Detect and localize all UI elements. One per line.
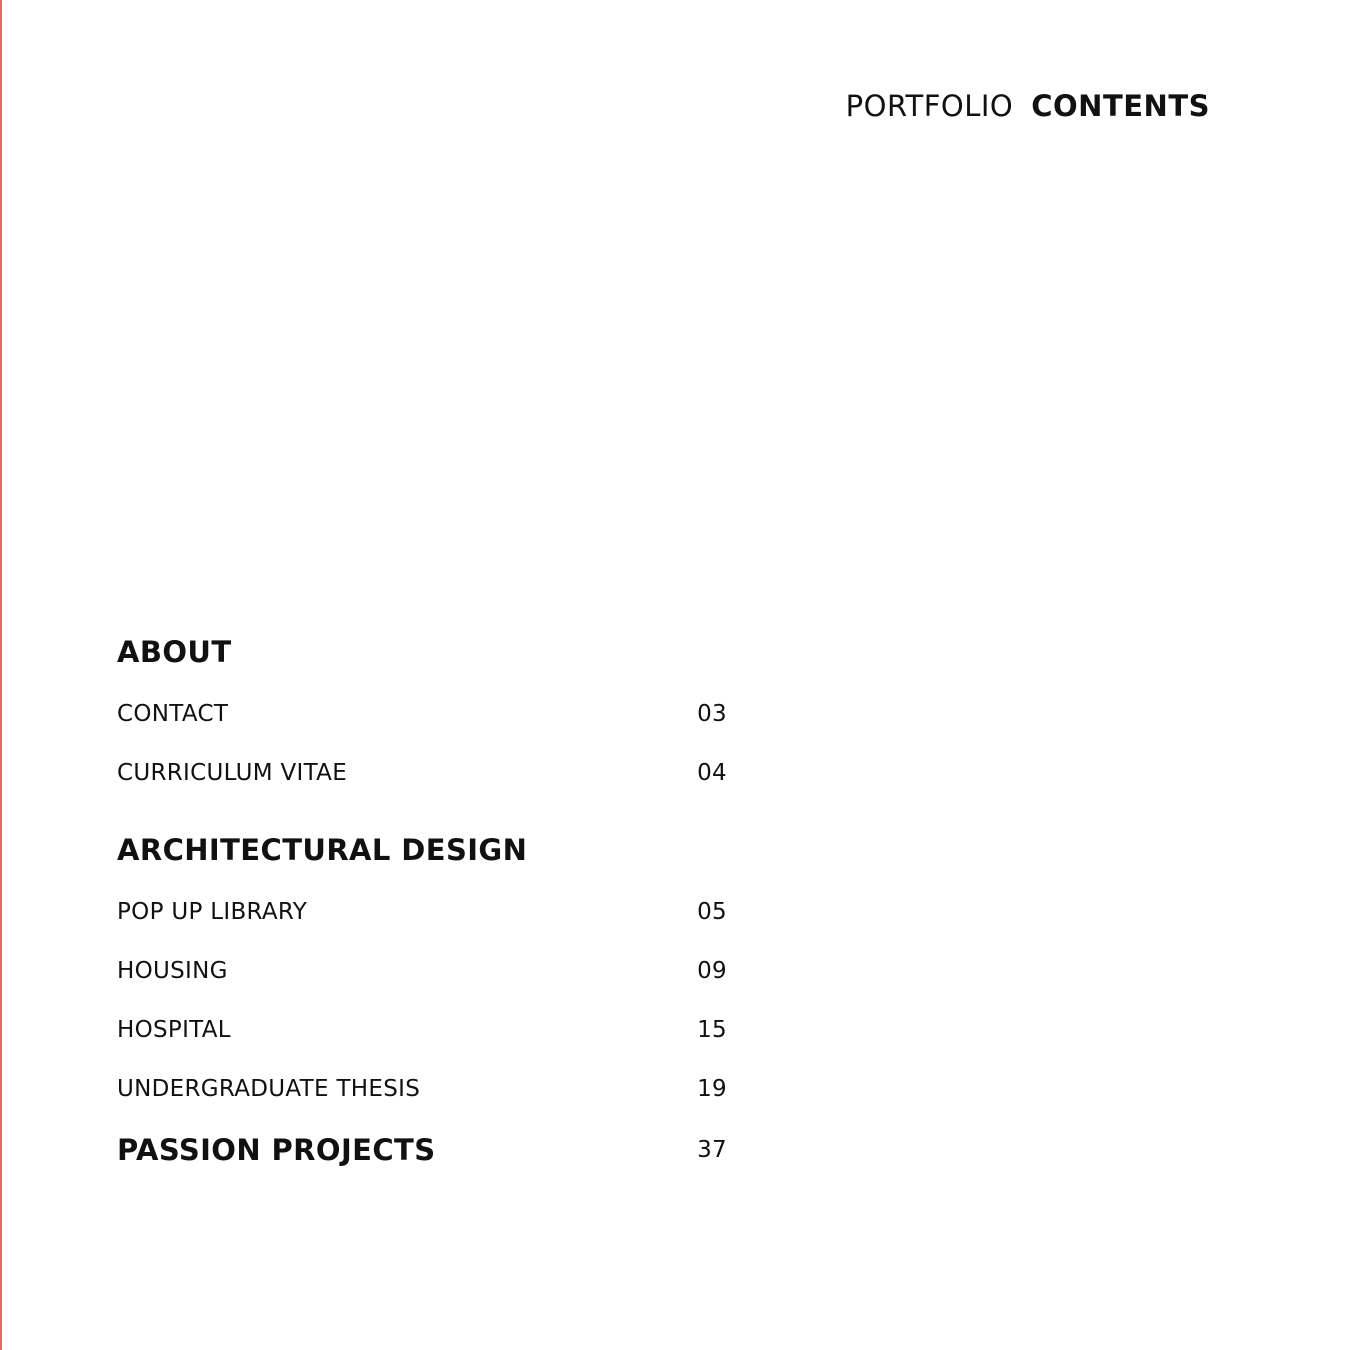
toc-entry-undergraduate-thesis[interactable] xyxy=(117,1069,727,1128)
entry-label: CURRICULUM VITAE xyxy=(117,760,348,786)
entry-page-number: 03 xyxy=(697,701,727,727)
page-header xyxy=(846,86,1210,126)
header-prefix: PORTFOLIO xyxy=(845,89,1014,123)
entry-label: POP UP LIBRARY xyxy=(117,899,308,925)
entry-label: HOUSING xyxy=(117,958,228,984)
section-title: ABOUT xyxy=(117,635,232,669)
section-title: ARCHITECTURAL DESIGN xyxy=(117,833,528,867)
entry-page-number: 37 xyxy=(697,1137,727,1163)
entry-label: HOSPITAL xyxy=(117,1017,231,1043)
entry-label: UNDERGRADUATE THESIS xyxy=(117,1076,421,1102)
entry-page-number: 09 xyxy=(697,958,727,984)
toc-entry-pop-up-library[interactable] xyxy=(117,892,727,951)
section-heading-architectural-design[interactable] xyxy=(117,828,727,872)
section-heading-passion-projects[interactable] xyxy=(117,1128,727,1172)
entry-page-number: 19 xyxy=(697,1076,727,1102)
entry-page-number: 05 xyxy=(697,899,727,925)
entry-page-number: 15 xyxy=(697,1017,727,1043)
toc-entry-housing[interactable] xyxy=(117,951,727,1010)
table-of-contents xyxy=(117,630,727,1172)
section-title: PASSION PROJECTS xyxy=(117,1133,436,1167)
entry-label: CONTACT xyxy=(117,701,229,727)
page-edge-line xyxy=(0,0,2,1350)
section-heading-about[interactable] xyxy=(117,630,727,674)
page-title: CONTENTS xyxy=(1031,89,1210,123)
toc-entry-hospital[interactable] xyxy=(117,1010,727,1069)
toc-entry-contact[interactable] xyxy=(117,694,727,753)
toc-entry-curriculum-vitae[interactable] xyxy=(117,753,727,812)
entry-page-number: 04 xyxy=(697,760,727,786)
